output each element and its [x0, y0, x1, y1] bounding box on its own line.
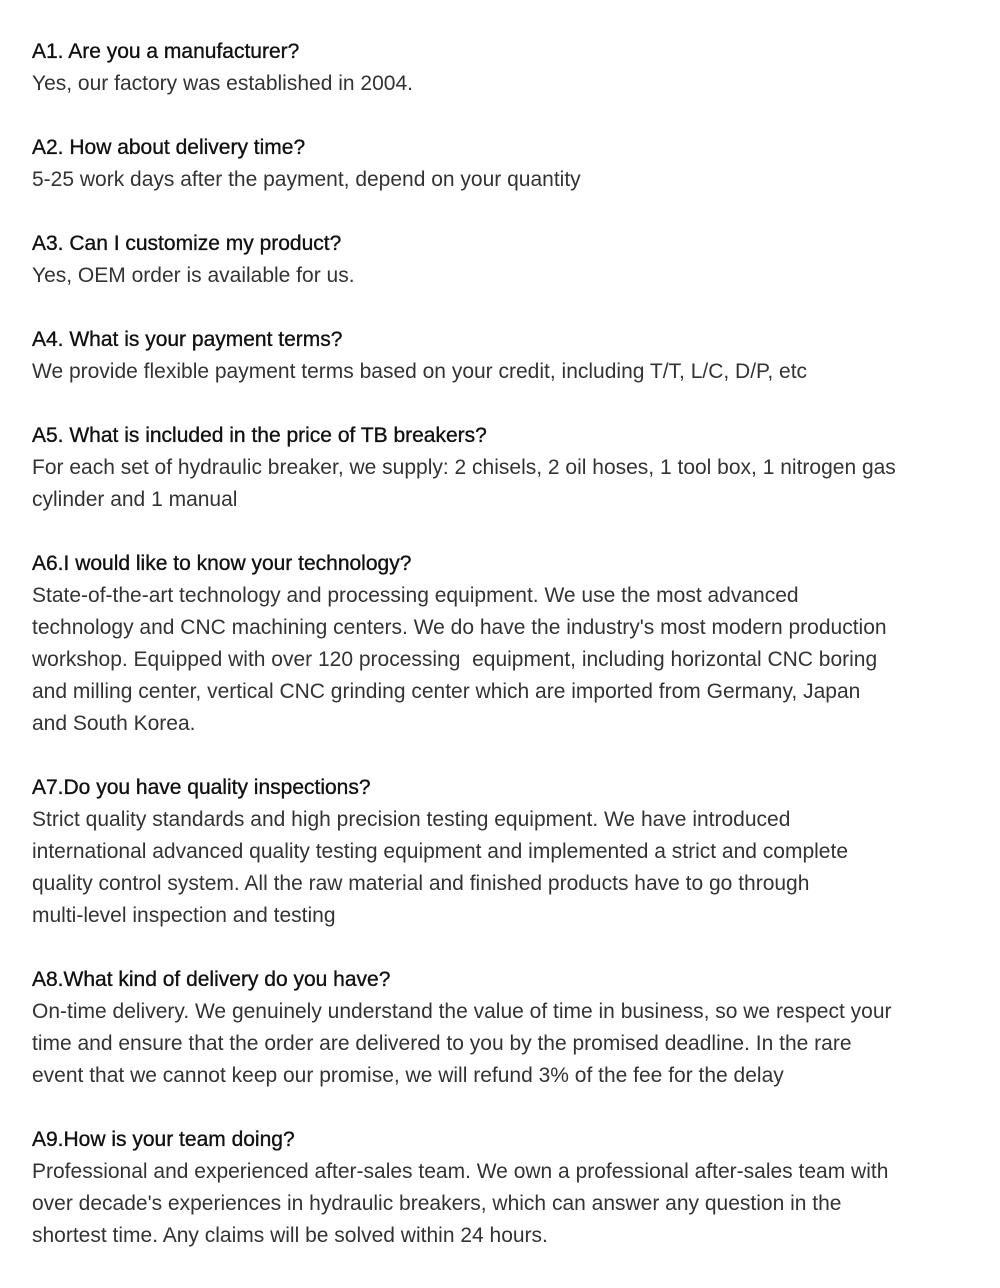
faq-answer: [32, 996, 972, 1092]
faq-item: [32, 964, 972, 1092]
faq-question: A6.I would like to know your technology?: [32, 552, 412, 575]
faq-question: A3. Can I customize my product?: [32, 232, 342, 255]
faq-item: [32, 228, 972, 292]
faq-item: [32, 548, 972, 740]
faq-question: A4. What is your payment terms?: [32, 328, 343, 351]
faq-answer: [32, 164, 972, 196]
faq-answer: [32, 580, 972, 740]
faq-list: [32, 36, 972, 1284]
faq-answer-line: For each set of hydraulic breaker, we supply: 2 chisels, 2 oil hoses, 1 tool box, 1 nitrogen gas: [32, 456, 896, 479]
faq-answer-line: technology and CNC machining centers. We do have the industry's most modern production: [32, 616, 887, 639]
faq-question: A1. Are you a manufacturer?: [32, 40, 300, 63]
faq-question: A5. What is included in the price of TB breakers?: [32, 424, 487, 447]
faq-item: [32, 420, 972, 516]
faq-answer-line: workshop. Equipped with over 120 processing equipment, including horizontal CNC boring: [32, 648, 878, 671]
faq-item: [32, 36, 972, 100]
faq-item: [32, 132, 972, 196]
faq-item: [32, 324, 972, 388]
faq-answer: [32, 1156, 972, 1252]
faq-answer-line: Professional and experienced after-sales team. We own a professional after-sales team with: [32, 1160, 889, 1183]
faq-answer-line: On-time delivery. We genuinely understand the value of time in business, so we respect your: [32, 1000, 892, 1023]
faq-answer-line: shortest time. Any claims will be solved within 24 hours.: [32, 1224, 548, 1247]
faq-answer: [32, 452, 972, 516]
faq-item: [32, 1124, 972, 1252]
faq-answer-line: multi-level inspection and testing: [32, 904, 336, 927]
faq-answer-line: State-of-the-art technology and processing equipment. We use the most advanced: [32, 584, 799, 607]
faq-answer-line: event that we cannot keep our promise, we will refund 3% of the fee for the delay: [32, 1064, 784, 1087]
faq-answer-line: 5-25 work days after the payment, depend on your quantity: [32, 168, 581, 191]
faq-answer: [32, 260, 972, 292]
faq-answer-line: international advanced quality testing equipment and implemented a strict and complete: [32, 840, 848, 863]
faq-answer-line: Yes, OEM order is available for us.: [32, 264, 355, 287]
faq-answer-line: and milling center, vertical CNC grinding center which are imported from Germany, Japan: [32, 680, 861, 703]
faq-question: A8.What kind of delivery do you have?: [32, 968, 391, 991]
faq-question: A2. How about delivery time?: [32, 136, 306, 159]
faq-answer-line: over decade's experiences in hydraulic breakers, which can answer any question in the: [32, 1192, 842, 1215]
faq-answer-line: time and ensure that the order are delivered to you by the promised deadline. In the rare: [32, 1032, 852, 1055]
faq-answer-line: quality control system. All the raw material and finished products have to go through: [32, 872, 810, 895]
faq-answer-line: and South Korea.: [32, 712, 196, 735]
faq-answer: [32, 804, 972, 932]
faq-question: A9.How is your team doing?: [32, 1128, 295, 1151]
faq-answer: [32, 356, 972, 388]
faq-question: A7.Do you have quality inspections?: [32, 776, 371, 799]
faq-answer-line: We provide flexible payment terms based on your credit, including T/T, L/C, D/P, etc: [32, 360, 808, 383]
faq-answer-line: cylinder and 1 manual: [32, 488, 238, 511]
faq-answer: [32, 68, 972, 100]
faq-answer-line: Strict quality standards and high precision testing equipment. We have introduced: [32, 808, 791, 831]
faq-answer-line: Yes, our factory was established in 2004.: [32, 72, 413, 95]
faq-item: [32, 772, 972, 932]
